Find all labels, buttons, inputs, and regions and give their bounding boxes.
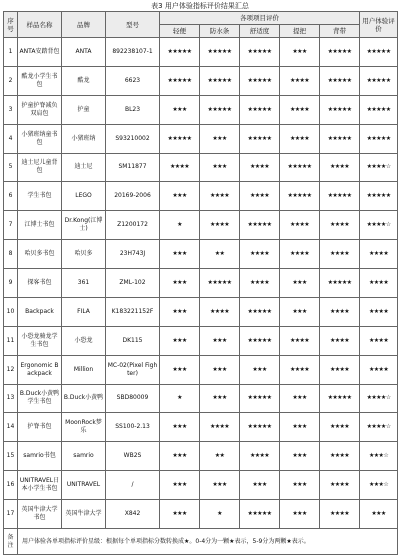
cell-model: 6623 bbox=[106, 66, 160, 95]
cell-brand: 英国牛津大学 bbox=[62, 500, 106, 529]
cell-rating: ★★★ bbox=[160, 240, 200, 269]
cell-rating: ★★★ bbox=[280, 471, 320, 500]
cell-name: 英国牛津大学书包 bbox=[18, 500, 62, 529]
cell-name: 护童护脊减负双肩包 bbox=[18, 95, 62, 124]
cell-overall-rating: ★★★☆ bbox=[360, 471, 398, 500]
header-sub-waterproof: 防水条 bbox=[200, 25, 240, 38]
cell-rating: ★★★★ bbox=[240, 153, 280, 182]
cell-rating: ★ bbox=[200, 500, 240, 529]
cell-rating: ★★★★★ bbox=[160, 124, 200, 153]
cell-rating: ★★★★★ bbox=[280, 153, 320, 182]
cell-model: 20169-2006 bbox=[106, 182, 160, 211]
cell-model: Z1200172 bbox=[106, 211, 160, 240]
cell-brand: 酷龙 bbox=[62, 66, 106, 95]
cell-rating: ★★★★★ bbox=[320, 124, 360, 153]
cell-rating: ★★★★ bbox=[200, 297, 240, 326]
note-row bbox=[4, 529, 398, 555]
cell-name: UNITRAVEL日本小学生书包 bbox=[18, 471, 62, 500]
cell-rating: ★★★★★ bbox=[200, 95, 240, 124]
cell-index: 5 bbox=[4, 153, 18, 182]
cell-rating: ★★★★ bbox=[280, 95, 320, 124]
cell-rating: ★★★ bbox=[200, 124, 240, 153]
cell-rating: ★★★★★ bbox=[160, 66, 200, 95]
table-row bbox=[4, 66, 398, 95]
cell-rating: ★★★ bbox=[280, 269, 320, 298]
cell-rating: ★★★★ bbox=[280, 326, 320, 355]
cell-rating: ★★★★ bbox=[320, 500, 360, 529]
cell-rating: ★★★★★ bbox=[200, 66, 240, 95]
cell-rating: ★★★★★ bbox=[240, 413, 280, 442]
cell-rating: ★★★★★ bbox=[240, 326, 280, 355]
header-sub-strap: 背带 bbox=[320, 25, 360, 38]
cell-index: 16 bbox=[4, 471, 18, 500]
cell-brand: 护童 bbox=[62, 95, 106, 124]
cell-model: BL23 bbox=[106, 95, 160, 124]
table-row bbox=[4, 413, 398, 442]
cell-name: 小恐龙骑龙学生书包 bbox=[18, 326, 62, 355]
cell-name: ANTA安踏背包 bbox=[18, 38, 62, 67]
table-row bbox=[4, 38, 398, 67]
cell-rating: ★★★★ bbox=[160, 153, 200, 182]
header-overall: 用户体验评价 bbox=[360, 12, 398, 38]
header-index: 序号 bbox=[4, 12, 18, 38]
cell-rating: ★★★ bbox=[200, 153, 240, 182]
table-row bbox=[4, 384, 398, 413]
cell-model: 23H743J bbox=[106, 240, 160, 269]
cell-rating: ★★★★ bbox=[280, 124, 320, 153]
cell-rating: ★★★★★ bbox=[200, 38, 240, 67]
cell-rating: ★★★★ bbox=[320, 355, 360, 384]
cell-rating: ★★★★ bbox=[280, 240, 320, 269]
cell-brand: 哈贝多 bbox=[62, 240, 106, 269]
cell-index: 12 bbox=[4, 355, 18, 384]
note-label: 备注 bbox=[4, 529, 18, 555]
cell-overall-rating: ★★★★ bbox=[360, 355, 398, 384]
cell-rating: ★★★★★ bbox=[200, 269, 240, 298]
header-group: 各项项目评价 bbox=[160, 12, 360, 25]
cell-overall-rating: ★★★★★ bbox=[360, 124, 398, 153]
cell-rating: ★★★ bbox=[280, 38, 320, 67]
cell-brand: LEGO bbox=[62, 182, 106, 211]
header-model: 型号 bbox=[106, 12, 160, 38]
cell-model: K183221152F bbox=[106, 297, 160, 326]
cell-rating: ★★★ bbox=[240, 471, 280, 500]
cell-rating: ★★★★ bbox=[280, 211, 320, 240]
cell-overall-rating: ★★★☆ bbox=[360, 442, 398, 471]
cell-rating: ★★★ bbox=[280, 384, 320, 413]
cell-rating: ★★★ bbox=[200, 471, 240, 500]
cell-rating: ★★★★ bbox=[280, 355, 320, 384]
cell-model: SM11877 bbox=[106, 153, 160, 182]
table-row bbox=[4, 355, 398, 384]
cell-rating: ★★★★ bbox=[240, 442, 280, 471]
cell-index: 1 bbox=[4, 38, 18, 67]
cell-rating: ★★★★ bbox=[240, 240, 280, 269]
cell-brand: Dr.Kong(江博士) bbox=[62, 211, 106, 240]
cell-rating: ★★★★ bbox=[320, 240, 360, 269]
cell-rating: ★ bbox=[160, 384, 200, 413]
cell-rating: ★★★★★ bbox=[240, 500, 280, 529]
table-row bbox=[4, 240, 398, 269]
cell-index: 13 bbox=[4, 384, 18, 413]
cell-rating: ★★★ bbox=[160, 326, 200, 355]
cell-index: 7 bbox=[4, 211, 18, 240]
cell-index: 14 bbox=[4, 413, 18, 442]
table-row bbox=[4, 471, 398, 500]
cell-rating: ★★★★ bbox=[200, 413, 240, 442]
cell-overall-rating: ★★★★☆ bbox=[360, 413, 398, 442]
cell-model: / bbox=[106, 471, 160, 500]
cell-rating: ★★★★ bbox=[320, 413, 360, 442]
cell-rating: ★★★★ bbox=[320, 297, 360, 326]
cell-rating: ★★★★★ bbox=[320, 95, 360, 124]
cell-index: 9 bbox=[4, 269, 18, 298]
cell-model: 892238107-1 bbox=[106, 38, 160, 67]
cell-name: 哈贝多书包 bbox=[18, 240, 62, 269]
cell-rating: ★★★★ bbox=[240, 182, 280, 211]
cell-index: 6 bbox=[4, 182, 18, 211]
cell-index: 8 bbox=[4, 240, 18, 269]
cell-rating: ★★★★★ bbox=[320, 384, 360, 413]
cell-overall-rating: ★★★★ bbox=[360, 269, 398, 298]
cell-index: 15 bbox=[4, 442, 18, 471]
cell-name: 学生书包 bbox=[18, 182, 62, 211]
cell-rating: ★ bbox=[160, 211, 200, 240]
cell-overall-rating: ★★★★★ bbox=[360, 38, 398, 67]
cell-overall-rating: ★★★★ bbox=[360, 240, 398, 269]
cell-rating: ★★★★ bbox=[320, 326, 360, 355]
table-row bbox=[4, 326, 398, 355]
cell-rating: ★★★★★ bbox=[160, 38, 200, 67]
cell-name: 护脊书包 bbox=[18, 413, 62, 442]
cell-rating: ★★★★★ bbox=[320, 66, 360, 95]
cell-rating: ★★★★★ bbox=[320, 269, 360, 298]
cell-rating: ★★★ bbox=[200, 384, 240, 413]
table-row bbox=[4, 442, 398, 471]
cell-rating: ★★★★ bbox=[320, 471, 360, 500]
cell-rating: ★★★★★ bbox=[240, 211, 280, 240]
cell-rating: ★★★★★ bbox=[240, 384, 280, 413]
header-sub-comfort: 舒适度 bbox=[240, 25, 280, 38]
evaluation-table bbox=[3, 11, 398, 555]
cell-rating: ★★★ bbox=[200, 326, 240, 355]
cell-model: DK115 bbox=[106, 326, 160, 355]
table-row bbox=[4, 182, 398, 211]
cell-index: 4 bbox=[4, 124, 18, 153]
cell-rating: ★★ bbox=[200, 442, 240, 471]
cell-rating: ★★★ bbox=[280, 413, 320, 442]
table-row bbox=[4, 153, 398, 182]
cell-brand: ANTA bbox=[62, 38, 106, 67]
table-caption: 表3 用户体验指标评价结果汇总 bbox=[151, 2, 249, 10]
cell-overall-rating: ★★★★★ bbox=[360, 66, 398, 95]
cell-name: Ergonomic Backpack bbox=[18, 355, 62, 384]
cell-rating: ★★★★★ bbox=[240, 66, 280, 95]
cell-rating: ★★★ bbox=[160, 182, 200, 211]
cell-overall-rating: ★★★★ bbox=[360, 326, 398, 355]
cell-rating: ★★ bbox=[200, 240, 240, 269]
cell-rating: ★★★★ bbox=[200, 182, 240, 211]
cell-name: 酷龙小学生书包 bbox=[18, 66, 62, 95]
cell-overall-rating: ★★★★ bbox=[360, 297, 398, 326]
cell-rating: ★★★★★ bbox=[280, 182, 320, 211]
cell-brand: B.Duck小黄鸭 bbox=[62, 384, 106, 413]
cell-index: 3 bbox=[4, 95, 18, 124]
cell-rating: ★★★ bbox=[280, 442, 320, 471]
table-row bbox=[4, 297, 398, 326]
cell-rating: ★★★ bbox=[160, 471, 200, 500]
cell-model: SBD80009 bbox=[106, 384, 160, 413]
cell-rating: ★★★ bbox=[160, 413, 200, 442]
cell-index: 11 bbox=[4, 326, 18, 355]
cell-brand: 小恐龙 bbox=[62, 326, 106, 355]
cell-brand: FILA bbox=[62, 297, 106, 326]
cell-model: SS100-2.13 bbox=[106, 413, 160, 442]
cell-rating: ★★★ bbox=[160, 442, 200, 471]
cell-index: 17 bbox=[4, 500, 18, 529]
cell-brand: UNITRAVEL bbox=[62, 471, 106, 500]
cell-overall-rating: ★★★★★ bbox=[360, 182, 398, 211]
cell-model: ZML-102 bbox=[106, 269, 160, 298]
cell-rating: ★★★ bbox=[160, 95, 200, 124]
cell-name: samrio书包 bbox=[18, 442, 62, 471]
table-row bbox=[4, 211, 398, 240]
cell-name: Backpack bbox=[18, 297, 62, 326]
cell-overall-rating: ★★★ bbox=[360, 500, 398, 529]
cell-brand: samrio bbox=[62, 442, 106, 471]
cell-rating: ★★★ bbox=[160, 355, 200, 384]
cell-rating: ★★★★ bbox=[320, 153, 360, 182]
cell-brand: 迪士尼 bbox=[62, 153, 106, 182]
cell-rating: ★★★ bbox=[200, 355, 240, 384]
table-body bbox=[4, 38, 398, 529]
header-name: 样品名称 bbox=[18, 12, 62, 38]
cell-brand: 小猪班纳 bbox=[62, 124, 106, 153]
cell-rating: ★★★★ bbox=[200, 211, 240, 240]
table-row bbox=[4, 269, 398, 298]
cell-rating: ★★★★★ bbox=[240, 124, 280, 153]
header-brand: 品牌 bbox=[62, 12, 106, 38]
cell-overall-rating: ★★★★★ bbox=[360, 95, 398, 124]
cell-brand: MoonRock梦乐 bbox=[62, 413, 106, 442]
cell-name: B.Duck小黄鸭学生书包 bbox=[18, 384, 62, 413]
cell-name: 江博士书包 bbox=[18, 211, 62, 240]
cell-name: 小猪班纳童书包 bbox=[18, 124, 62, 153]
cell-rating: ★★★ bbox=[280, 500, 320, 529]
cell-brand: Million bbox=[62, 355, 106, 384]
cell-model: MC-02(Pixel Fighter) bbox=[106, 355, 160, 384]
cell-rating: ★★★★★ bbox=[240, 95, 280, 124]
cell-rating: ★★★ bbox=[160, 269, 200, 298]
cell-overall-rating: ★★★★☆ bbox=[360, 384, 398, 413]
cell-overall-rating: ★★★★☆ bbox=[360, 211, 398, 240]
cell-name: 探客书包 bbox=[18, 269, 62, 298]
note-text: 用户体验各单项指标评价星级：根据每个单项指标分数转换成★。0-4分为一颗★表示，5-9分为两颗★表示。 bbox=[18, 529, 398, 555]
table-row bbox=[4, 500, 398, 529]
cell-rating: ★★★★★ bbox=[240, 38, 280, 67]
cell-overall-rating: ★★★★☆ bbox=[360, 153, 398, 182]
cell-brand: 361 bbox=[62, 269, 106, 298]
cell-rating: ★★★ bbox=[160, 500, 200, 529]
cell-index: 10 bbox=[4, 297, 18, 326]
cell-index: 2 bbox=[4, 66, 18, 95]
cell-rating: ★★★★★ bbox=[320, 182, 360, 211]
table-row bbox=[4, 95, 398, 124]
table-row bbox=[4, 124, 398, 153]
cell-rating: ★★★★★ bbox=[320, 38, 360, 67]
cell-model: S93210002 bbox=[106, 124, 160, 153]
cell-model: WB2S bbox=[106, 442, 160, 471]
cell-rating: ★★★ bbox=[280, 297, 320, 326]
header-sub-handle: 提把 bbox=[280, 25, 320, 38]
cell-rating: ★★★ bbox=[160, 297, 200, 326]
cell-name: 迪士尼儿童背包 bbox=[18, 153, 62, 182]
cell-rating: ★★★ bbox=[240, 355, 280, 384]
cell-rating: ★★★★ bbox=[320, 211, 360, 240]
cell-rating: ★★★★ bbox=[240, 269, 280, 298]
header-sub-light: 轻便 bbox=[160, 25, 200, 38]
cell-model: X842 bbox=[106, 500, 160, 529]
cell-rating: ★★★★★ bbox=[240, 297, 280, 326]
cell-rating: ★★★★ bbox=[280, 66, 320, 95]
cell-rating: ★★★★ bbox=[320, 442, 360, 471]
